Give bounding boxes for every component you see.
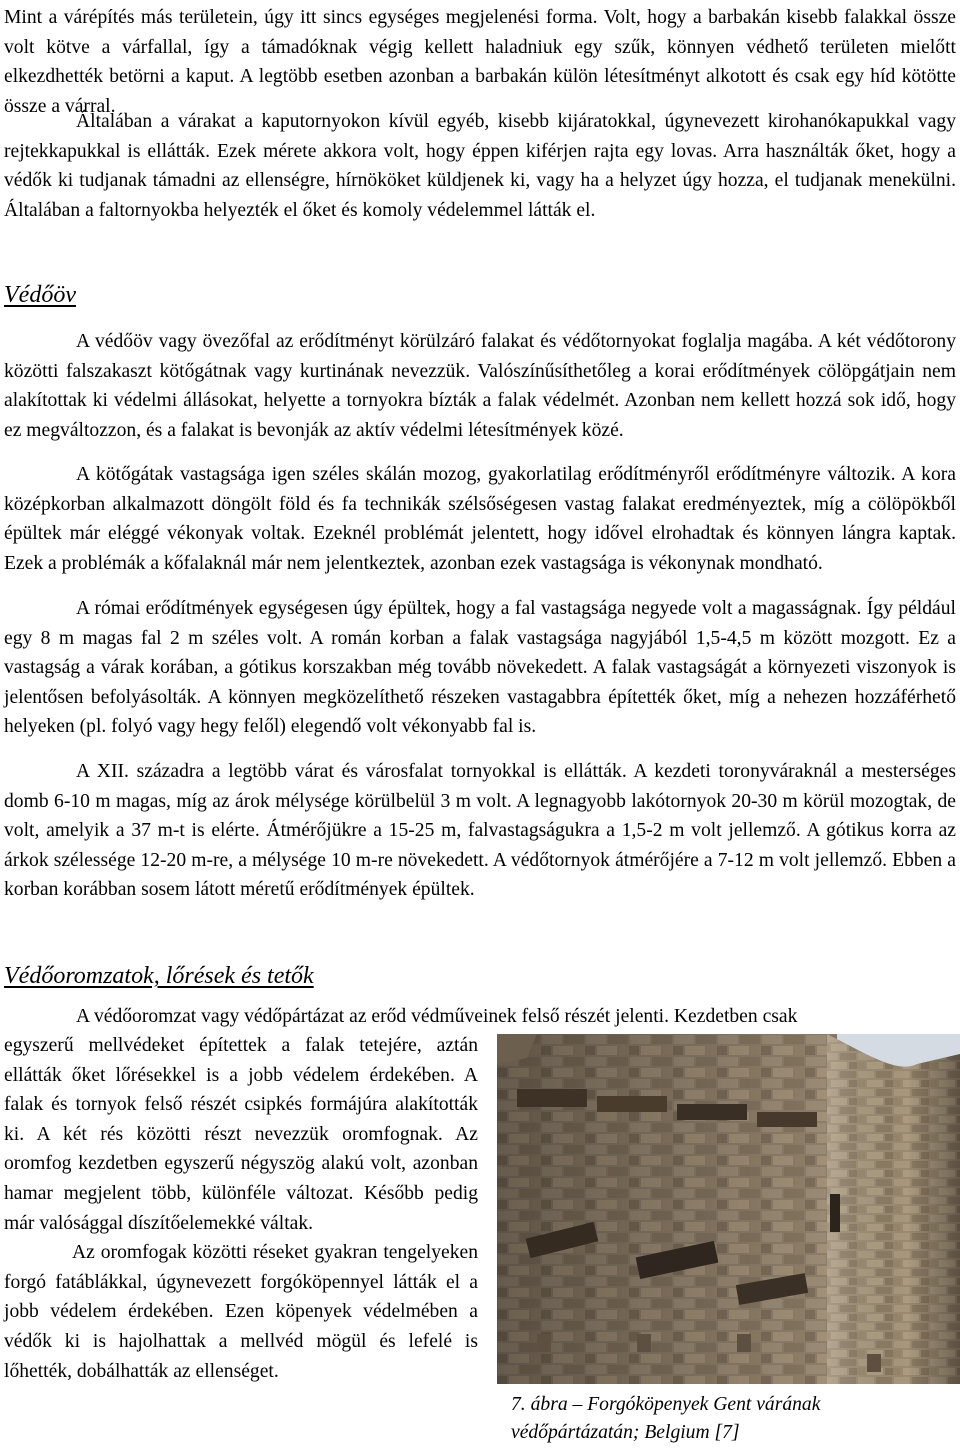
figure-caption: 7. ábra – Forgóköpenyek Gent várának védőpártázatán; Belgium [7]	[511, 1394, 821, 1443]
paragraph-barbican: Mint a várépítés más területein, úgy itt sincs egységes megjelenési forma. Volt, hogy a barbakán kisebb falakkal össze volt kötve a várfallal, így a támadóknak végig kellett haladniuk egy szűk, könnyen védhető területen mielőtt elkezdhették betörni a kaput. A legtöbb esetben azonban a barbakán külön létesítményt alkotott és csak egy híd kötötte össze a várral.	[4, 7, 956, 117]
paragraph-parapets-intro: A védőoromzat vagy védőpártázat az erőd védműveinek felső részét jelenti. Kezdetben csak	[76, 1006, 798, 1027]
paragraph-crenellations	[4, 1031, 478, 1386]
paragraph-roman-walls: A római erődítmények egységesen úgy épültek, hogy a fal vastagsága negyede volt a magasságnak. Így például egy 8 m magas fal 2 m széles volt. A román korban a falak vastagsága nagyjából 1,5-4,5 m között mozgott. Ez a vastagság a várak korában, a gótikus korszakban még tovább növekedett. A falak vastagságát a környezeti viszonyok is jelentősen befolyásolták. A könnyen megközelíthető részeken vastagabbra építették őket, míg a nehezen hozzáférhető helyeken (pl. folyó vagy hegy felől) elegendő volt vékonyabb fal is.	[4, 598, 956, 738]
section-heading-parapets: Védőoromzatok, lőrések és tetők	[4, 963, 314, 989]
section-heading-vedoov: Védőöv	[4, 282, 76, 308]
paragraph-xii-century: A XII. századra a legtöbb várat és városfalat tornyokkal is ellátták. A kezdeti toronyváraknál a mesterséges domb 6-10 m magas, míg az árok mélysége körülbelül 3 m volt. A legnagyobb lakótornyok 20-30 m körül mozogtak, de volt, amelyik a 37 m-t is elérte. Átmérőjükre a 15-25 m, falvastagságukra a 1,5-2 m volt jellemző. A gótikus korra az árkok szélessége 12-20 m-re, a mélysége 10 m-re növekedett. A védőtornyok átmérőjére a 7-12 m volt jellemző. Ebben a korban korábban sosem látott méretű erődítmények épültek.	[4, 761, 956, 901]
hoarding-shutter-text: Az oromfogak közötti réseket gyakran tengelyeken forgó fatáblákkal, úgynevezett forgóköpennyel látták el a jobb védelem érdekében. Ezen köpenyek védelmében a védők ki is hajolhattak a mellvéd mögül és lefelé is lőhették, dobálhatták az ellenséget.	[4, 1242, 478, 1382]
crenellation-text: egyszerű mellvédeket építettek a falak tetejére, aztán ellátták őket lőrésekkel is a jobb védelem érdekében. A falak és tornyok felső részét csipkés formájúra alakították ki. A két rés közötti részt nevezzük oromfognak. Az oromfog kezdetben egyszerű négyszög alakú volt, azonban hamar megjelent több, különféle változat. Később pedig már valósággal díszítőelemekké váltak.	[4, 1035, 478, 1234]
paragraph-vedoov-intro: A védőöv vagy övezőfal az erődítményt körülzáró falakat és védőtornyokat foglalja magába. A két védőtorony közötti falszakaszt kötőgátnak vagy kurtinának nevezzük. Valószínűsíthetőleg a korai erődítmények cölöpgátjain nem alakítottak ki védelmi állásokat, helyette a tornyokra bízták a falak védelmét. Azonban nem kellett hozzá sok idő, hogy ez megváltozzon, és a falakat is bevonják az aktív védelmi létesítmények közé.	[4, 331, 956, 441]
paragraph-sally-ports: Általában a várakat a kaputornyokon kívül egyéb, kisebb kijáratokkal, úgynevezett kirohanókapukkal vagy rejtekkapukkal is ellátták. Ezek mérete akkora volt, hogy éppen kiférjen rajta egy lovas. Arra használták őket, hogy a védők ki tudjanak támadni az ellenségre, hírnököket küldjenek ki, vagy ha a helyzet úgy hozza, el tudjanak menekülni. Általában a faltornyokba helyezték el őket és komoly védelemmel látták el.	[4, 111, 956, 221]
paragraph-kotogat-thickness: A kötőgátak vastagsága igen széles skálán mozog, gyakorlatilag erődítményről erődítményre változik. A kora középkorban alkalmazott döngölt föld és fa technikák szélsőségesen vastag falakat eredményeztek, míg a cölöpökből épültek már eléggé vékonyak voltak. Ezeknél problémát jelentett, hogy idővel elrohadtak és könnyen lángra kaptak. Ezek a problémák a kőfalaknál már nem jelentkeztek, azonban ezek vastagsága is vékonynak mondható.	[4, 464, 956, 574]
figure-gent-castle-photo	[497, 1034, 960, 1384]
castle-wall-image	[497, 1034, 960, 1384]
